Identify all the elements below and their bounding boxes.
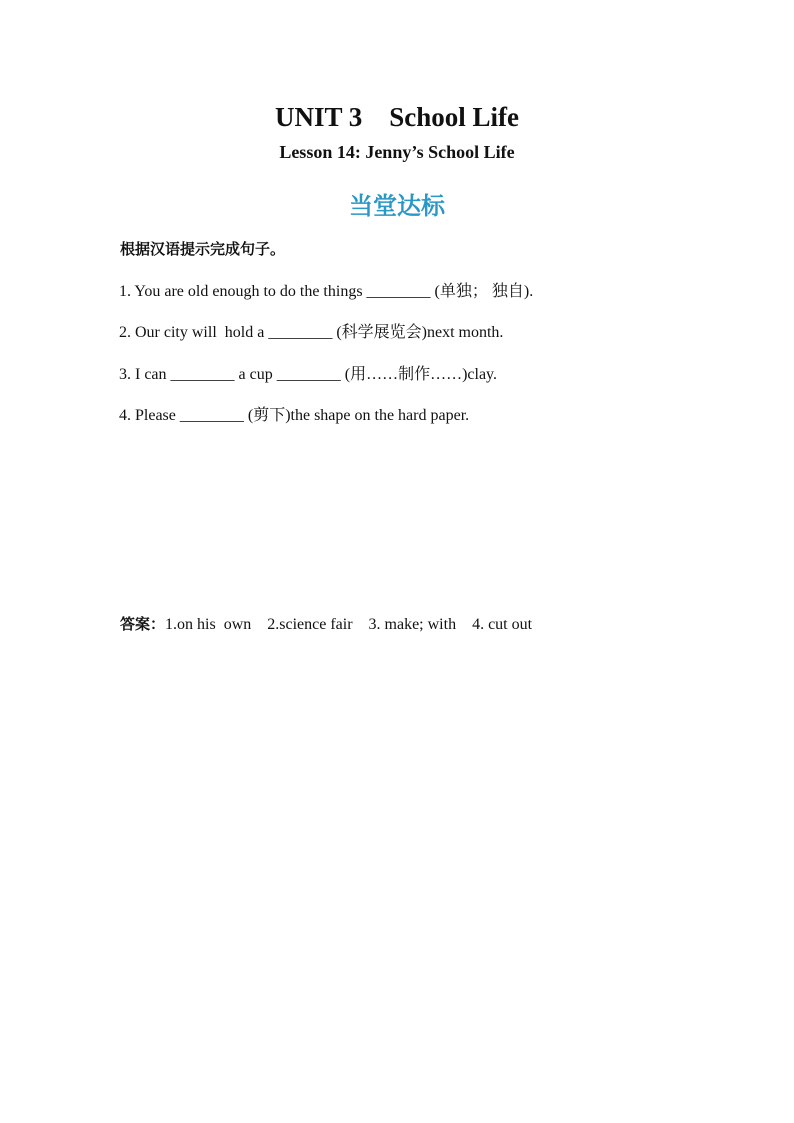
question-3: 3. I can ________ a cup ________ (用……制作……)clay. [119,366,498,383]
question-1: 1. You are old enough to do the things ________ (单独； 独自). [119,283,534,300]
section-title: 当堂达标 [349,192,445,220]
question-2: 2. Our city will hold a ________ (科学展览会)next month. [119,324,504,341]
instruction-text: 根据汉语提示完成句子。 [120,240,286,258]
question-4: 4. Please ________ (剪下)the shape on the hard paper. [119,407,470,424]
unit-title: UNIT 3 School Life [274,102,520,132]
answer-text: 1.on his own 2.science fair 3. make; with 4. cut out [165,616,533,633]
answer-line [120,613,532,636]
lesson-title: Lesson 14: Jenny’s School Life [279,142,515,162]
answer-label: 答案： [120,615,166,633]
